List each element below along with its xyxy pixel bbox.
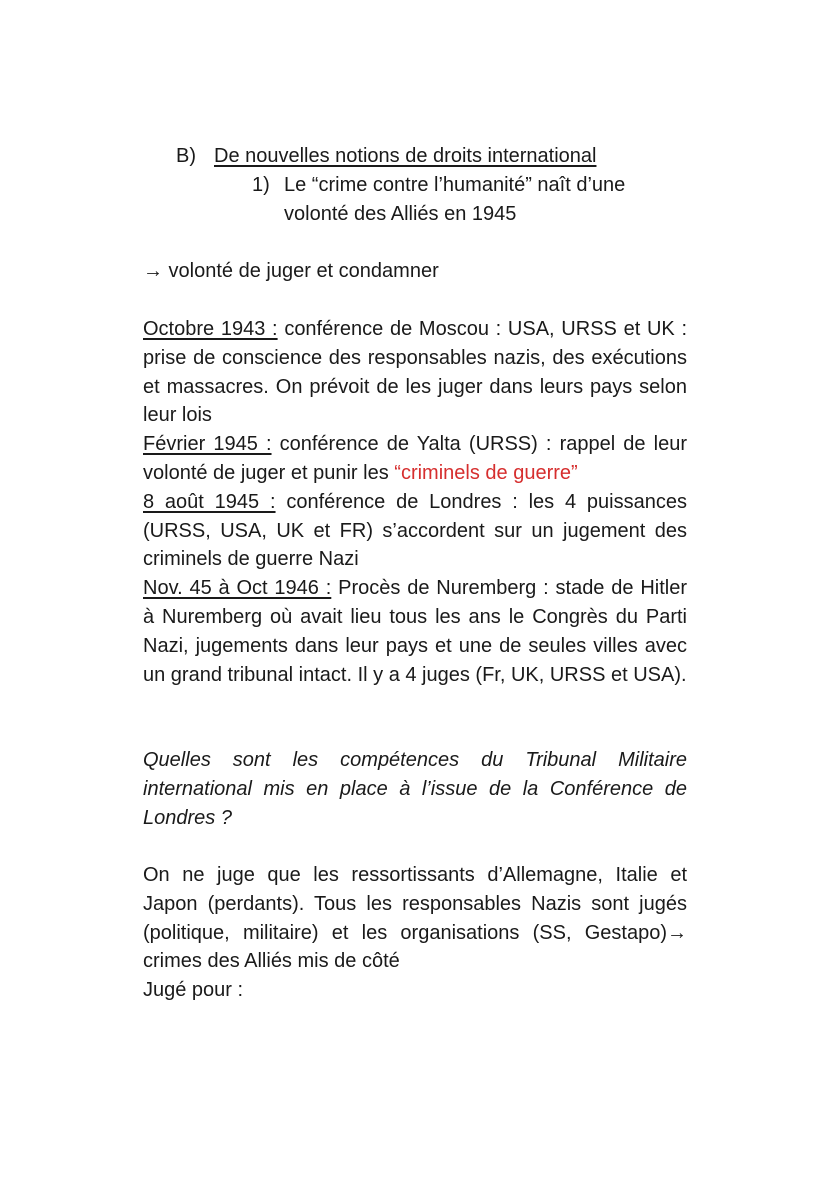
timeline-paragraph [143, 315, 687, 689]
answer-last-line: Jugé pour : [143, 979, 244, 1002]
question-paragraph: Quelles sont les compétences du Tribunal Militaire international mis en place à l’issue de la Conférence de Londres ? [143, 749, 687, 829]
timeline-text: Procès de Nuremberg : stade de Hitler à Nuremberg où avait lieu tous les ans le Congrès du Parti Nazi, jugements dans leur pays et une de seules villes avec un grand tribunal intact. Il y a 4 juges (Fr, UK, URSS et USA). [143, 577, 688, 686]
answer-text: On ne juge que les ressortissants d’Allemagne, Italie et Japon (perdants). Tous les responsables Nazis sont jugés (politique, militaire) et les organisations (SS, Gestapo)→ crimes des Alliés mis de côté [143, 864, 687, 973]
timeline-date: Octobre 1943 : [143, 318, 278, 340]
timeline-text: conférence de Moscou : USA, URSS et UK : prise de conscience des responsables nazis, des exécutions et massacres. On prévoit de les juger dans leurs pays selon leur lois [143, 318, 688, 427]
timeline-date: Nov. 45 à Oct 1946 : [143, 577, 332, 600]
answer-paragraph [143, 861, 687, 1005]
timeline-text: conférence de Yalta (URSS) : rappel de leur volonté de juger et punir les [143, 433, 688, 484]
subsection-title-line-2: volonté des Alliés en 1945 [284, 203, 517, 225]
highlighted-term: “criminels de guerre” [394, 461, 578, 484]
timeline-entry [143, 315, 687, 430]
intro-line: → volonté de juger et condamner [143, 260, 439, 282]
subsection-number: 1) [252, 174, 270, 196]
timeline-text: conférence de Londres : les 4 puissances (URSS, USA, UK et FR) s’accordent sur un jugement des criminels de guerre Nazi [143, 490, 687, 571]
timeline-date: 8 août 1945 : [143, 490, 276, 513]
timeline-entry [143, 574, 687, 689]
section-heading [176, 142, 596, 170]
subsection-heading-line-1 [252, 171, 625, 199]
timeline-entry [143, 430, 687, 488]
timeline-date: Février 1945 : [143, 433, 272, 456]
timeline-entry [143, 488, 687, 574]
section-letter: B) [176, 145, 196, 167]
subsection-title-line-1: Le “crime contre l’humanité” naît d’une [284, 174, 626, 196]
section-title: De nouvelles notions de droits international [214, 145, 597, 167]
